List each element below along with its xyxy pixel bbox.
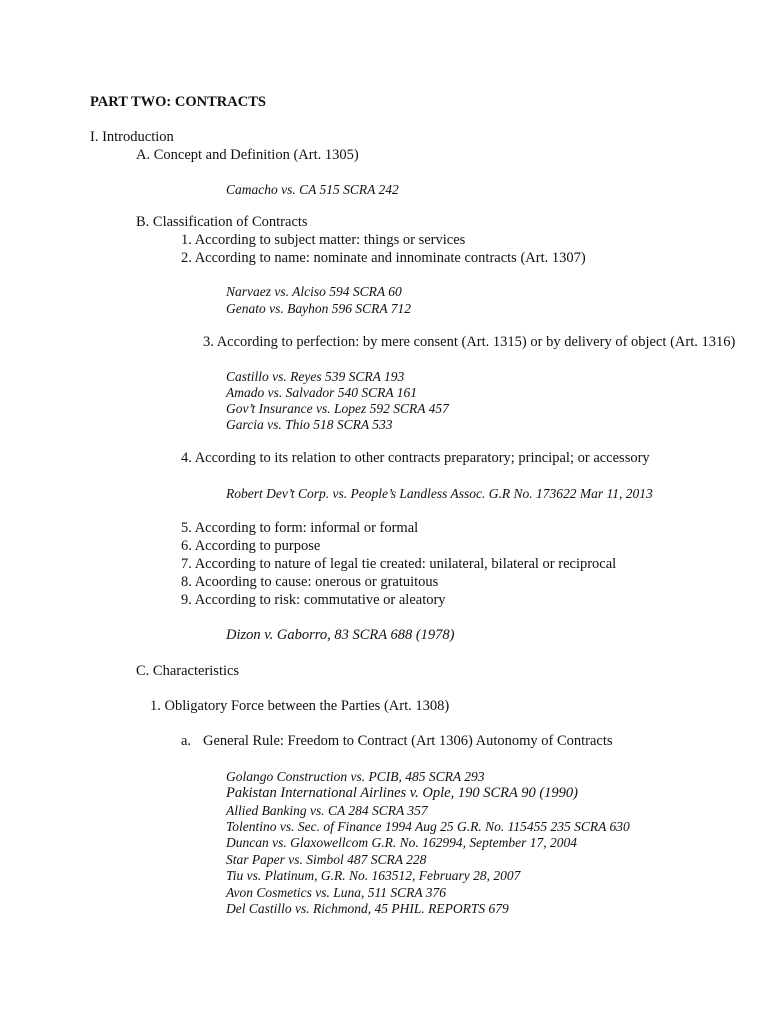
case-citation: Narvaez vs. Alciso 594 SCRA 60 xyxy=(226,284,402,299)
case-citation: Tiu vs. Platinum, G.R. No. 163512, February 28, 2007 xyxy=(226,868,521,883)
list-item: 5. According to form: informal or formal xyxy=(181,520,419,536)
list-item: 4. According to its relation to other contracts preparatory; principal; or accessory xyxy=(181,450,650,466)
case-citation: Pakistan International Airlines v. Ople, 190 SCRA 90 (1990) xyxy=(226,785,578,801)
case-citation: Tolentino vs. Sec. of Finance 1994 Aug 25 G.R. No. 115455 235 SCRA 630 xyxy=(226,819,630,834)
case-citation: Camacho vs. CA 515 SCRA 242 xyxy=(226,182,399,197)
list-item: 1. Obligatory Force between the Parties (Art. 1308) xyxy=(150,698,450,714)
heading-characteristics: C. Characteristics xyxy=(136,663,240,679)
case-citation: Gov’t Insurance vs. Lopez 592 SCRA 457 xyxy=(226,401,449,416)
list-item: 1. According to subject matter: things or services xyxy=(181,232,466,248)
list-item: General Rule: Freedom to Contract (Art 1306) Autonomy of Contracts xyxy=(203,733,613,749)
heading-concept-definition: A. Concept and Definition (Art. 1305) xyxy=(136,147,359,163)
case-citation: Del Castillo vs. Richmond, 45 PHIL. REPORTS 679 xyxy=(226,901,509,916)
case-citation: Garcia vs. Thio 518 SCRA 533 xyxy=(226,417,393,432)
case-citation: Dizon v. Gaborro, 83 SCRA 688 (1978) xyxy=(226,627,455,643)
case-citation: Castillo vs. Reyes 539 SCRA 193 xyxy=(226,369,405,384)
case-citation: Genato vs. Bayhon 596 SCRA 712 xyxy=(226,301,411,316)
case-citation: Allied Banking vs. CA 284 SCRA 357 xyxy=(226,803,428,818)
list-item: 3. According to perfection: by mere consent (Art. 1315) or by delivery of object (Art. 1316) xyxy=(203,334,736,350)
case-citation: Duncan vs. Glaxowellcom G.R. No. 162994, September 17, 2004 xyxy=(226,835,577,850)
list-item: 7. According to nature of legal tie created: unilateral, bilateral or reciprocal xyxy=(181,556,617,572)
case-citation: Golango Construction vs. PCIB, 485 SCRA 293 xyxy=(226,769,485,784)
case-citation: Amado vs. Salvador 540 SCRA 161 xyxy=(226,385,417,400)
list-item-label: a. xyxy=(181,733,192,749)
list-item: 2. According to name: nominate and innominate contracts (Art. 1307) xyxy=(181,250,586,266)
heading-classification: B. Classification of Contracts xyxy=(136,214,308,230)
section-introduction: I. Introduction xyxy=(90,129,174,145)
case-citation: Robert Dev’t Corp. vs. People’s Landless Assoc. G.R No. 173622 Mar 11, 2013 xyxy=(226,486,653,501)
case-citation: Avon Cosmetics vs. Luna, 511 SCRA 376 xyxy=(226,885,446,900)
page-title: PART TWO: CONTRACTS xyxy=(90,94,266,110)
case-citation: Star Paper vs. Simbol 487 SCRA 228 xyxy=(226,852,427,867)
list-item: 8. Acoording to cause: onerous or gratuitous xyxy=(181,574,439,590)
list-item: 6. According to purpose xyxy=(181,538,321,554)
list-item: 9. According to risk: commutative or aleatory xyxy=(181,592,446,608)
